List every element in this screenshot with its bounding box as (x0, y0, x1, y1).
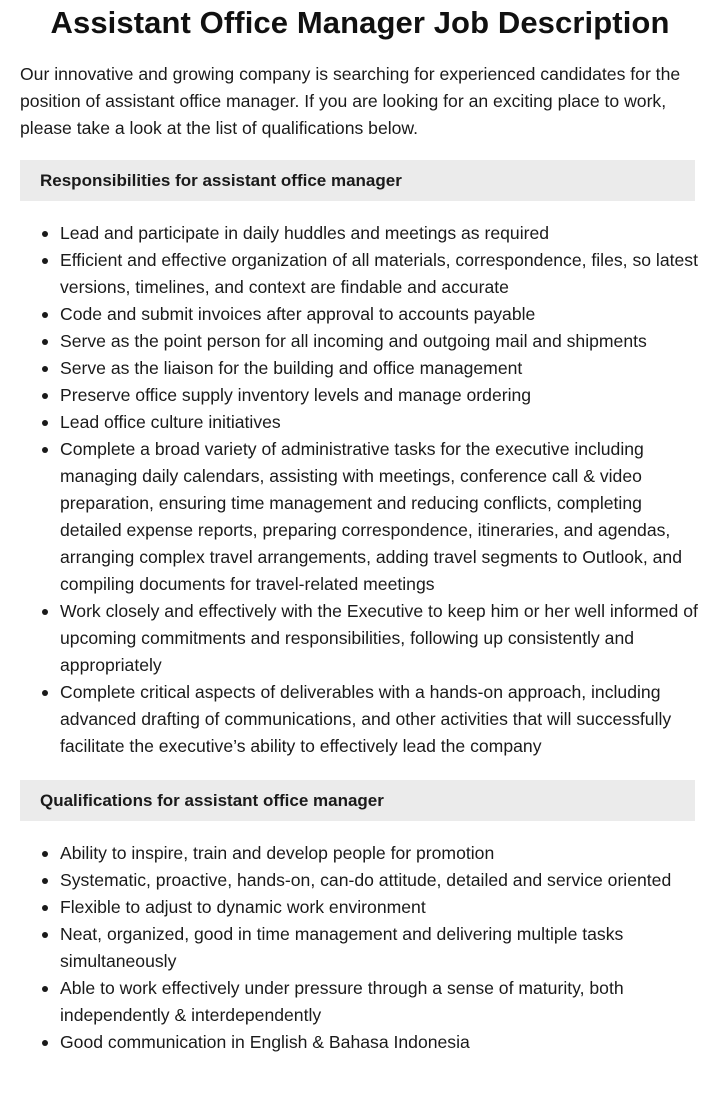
list-item-text: Work closely and effectively with the Executive to keep him or her well informed of upcoming commitments and responsibilities, following up consistently and appropriately (60, 601, 698, 675)
bullet-icon (42, 690, 48, 696)
bullet-icon (42, 905, 48, 911)
responsibilities-heading: Responsibilities for assistant office manager (40, 170, 402, 190)
bullet-icon (42, 932, 48, 938)
bullet-icon (42, 609, 48, 615)
list-item (20, 867, 700, 894)
list-item-text: Efficient and effective organization of all materials, correspondence, files, so latest versions, timelines, and context are findable and accurate (60, 250, 698, 297)
list-item (20, 894, 700, 921)
list-item-text: Code and submit invoices after approval to accounts payable (60, 304, 536, 324)
list-item-text: Good communication in English & Bahasa Indonesia (60, 1032, 470, 1052)
list-item (20, 220, 700, 247)
qualifications-list (20, 840, 700, 1056)
list-item-text: Neat, organized, good in time management and delivering multiple tasks simultaneously (60, 924, 624, 971)
list-item (20, 409, 700, 436)
list-item-text: Ability to inspire, train and develop people for promotion (60, 843, 495, 863)
responsibilities-list (20, 220, 700, 760)
list-item (20, 355, 700, 382)
page-title: Assistant Office Manager Job Description (50, 5, 670, 40)
list-item-text: Systematic, proactive, hands-on, can-do attitude, detailed and service oriented (60, 870, 672, 890)
responsibilities-header (20, 160, 695, 201)
list-item (20, 921, 700, 975)
bullet-icon (42, 851, 48, 857)
list-item-text: Preserve office supply inventory levels and manage ordering (60, 385, 532, 405)
bullet-icon (42, 447, 48, 453)
qualifications-header (20, 780, 695, 821)
list-item (20, 840, 700, 867)
bullet-icon (42, 339, 48, 345)
list-item-text: Complete critical aspects of deliverables with a hands-on approach, including advanced drafting of communications, and other activities that will successfully facilitate the executive’s ability to effectively lead the company (60, 682, 672, 756)
list-item (20, 975, 700, 1029)
list-item (20, 436, 700, 598)
bullet-icon (42, 258, 48, 264)
list-item (20, 247, 700, 301)
list-item-text: Able to work effectively under pressure through a sense of maturity, both independently & interdependently (60, 978, 624, 1025)
bullet-icon (42, 420, 48, 426)
list-item (20, 1029, 700, 1056)
bullet-icon (42, 312, 48, 318)
bullet-icon (42, 231, 48, 237)
bullet-icon (42, 1040, 48, 1046)
list-item-text: Lead and participate in daily huddles and meetings as required (60, 223, 550, 243)
list-item (20, 301, 700, 328)
list-item-text: Complete a broad variety of administrative tasks for the executive including managing daily calendars, assisting with meetings, conference call & video preparation, ensuring time management and reducing conflicts, completing detailed expense reports, preparing correspondence, itineraries, and agendas, arranging complex travel arrangements, adding travel segments to Outlook, and compiling documents for travel-related meetings (60, 439, 682, 594)
list-item-text: Serve as the liaison for the building and office management (60, 358, 523, 378)
list-item (20, 382, 700, 409)
list-item (20, 598, 700, 679)
list-item (20, 679, 700, 760)
bullet-icon (42, 393, 48, 399)
list-item-text: Flexible to adjust to dynamic work environment (60, 897, 426, 917)
qualifications-heading: Qualifications for assistant office manager (40, 790, 384, 810)
list-item (20, 328, 700, 355)
intro-paragraph: Our innovative and growing company is searching for experienced candidates for the position of assistant office manager. If you are looking for an exciting place to work, please take a look at the list of qualifications below. (20, 64, 681, 138)
list-item-text: Lead office culture initiatives (60, 412, 281, 432)
bullet-icon (42, 878, 48, 884)
bullet-icon (42, 366, 48, 372)
list-item-text: Serve as the point person for all incoming and outgoing mail and shipments (60, 331, 647, 351)
bullet-icon (42, 986, 48, 992)
